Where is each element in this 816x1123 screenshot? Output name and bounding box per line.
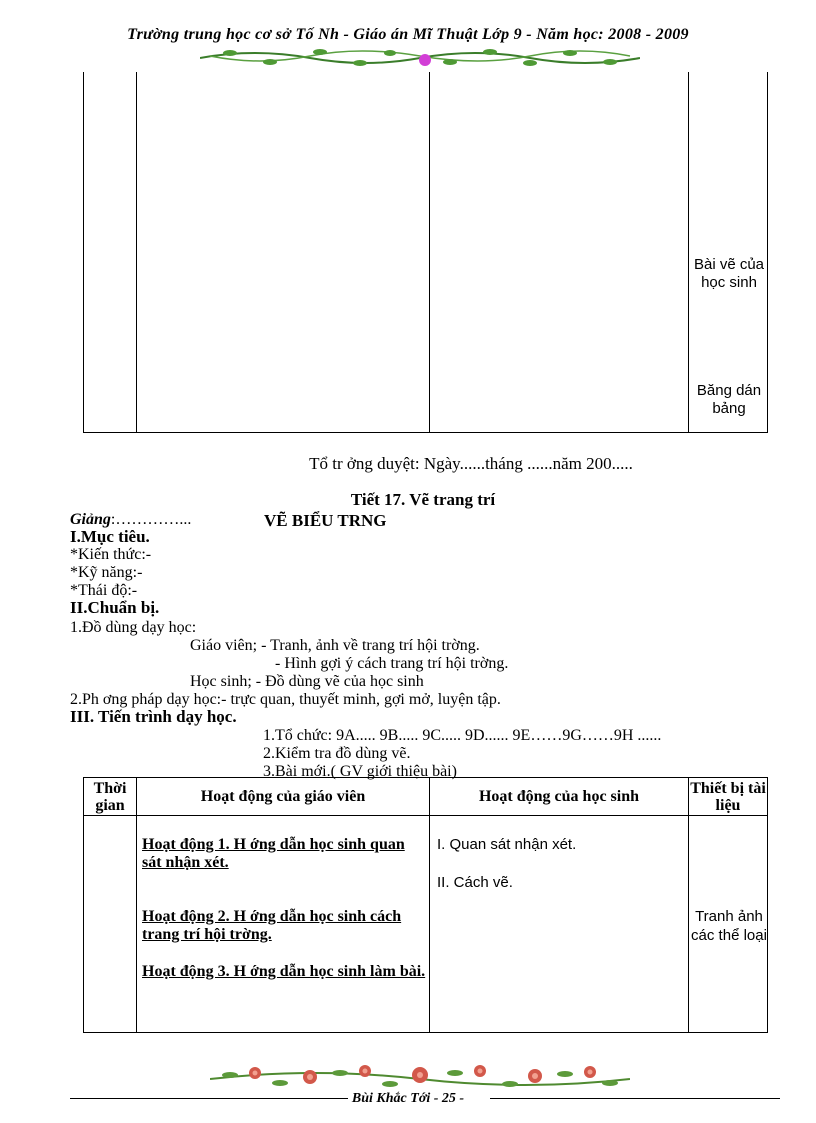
- lesson-subtitle: VẼ BIỂU TRNG: [264, 511, 387, 530]
- knowledge-line: *Kiến thức:-: [70, 546, 152, 563]
- lesson-title: Tiết 17. Vẽ trang trí: [350, 490, 496, 509]
- header-teacher-activity: Hoạt động của giáo viên: [200, 788, 366, 805]
- teacher-activity-2: Hoạt động 2. H ớng dẫn học sinh cách trang trí hội trờng.: [142, 908, 402, 943]
- student-activity-2: II. Cách vẽ.: [437, 874, 513, 891]
- approval-line: Tổ tr ởng duyệt: Ngày......tháng ......năm 200.....: [309, 454, 633, 473]
- section-process: III. Tiến trình dạy học.: [70, 707, 237, 726]
- teacher-materials-2: - Hình gợi ý cách trang trí hội trờng.: [275, 655, 509, 672]
- section-preparation: II.Chuẩn bị.: [70, 598, 160, 617]
- teach-label: Giảng: [70, 511, 111, 528]
- teaching-tools: 1.Đồ dùng dạy học:: [70, 619, 197, 636]
- equipment-student-drawings: Bài vẽ của học sinh: [693, 256, 765, 291]
- organization-line: 1.Tổ chức: 9A..... 9B..... 9C..... 9D...... 9E……9G……9H ......: [263, 727, 662, 744]
- teacher-materials-1: Giáo viên; - Tranh, ảnh về trang trí hội trờng.: [190, 637, 480, 654]
- vine-ornament: [200, 44, 640, 70]
- student-activity-1: I. Quan sát nhận xét.: [437, 836, 577, 853]
- teaching-methods: 2.Ph ơng pháp dạy học:- trực quan, thuyết minh, gợi mở, luyện tập.: [70, 691, 501, 708]
- equipment-tape: Băng dán bảng: [696, 382, 762, 417]
- header-time: Thời gian: [93, 779, 127, 814]
- page-footer: Bùi Khắc Tới - 25 -: [0, 1091, 816, 1107]
- teacher-activity-1: Hoạt động 1. H ớng dẫn học sinh quan sát nhận xét.: [142, 836, 405, 871]
- section-objectives: I.Mục tiêu.: [70, 527, 150, 546]
- header-equipment: Thiết bị tài liệu: [690, 779, 766, 814]
- check-tools-line: 2.Kiểm tra đồ dùng vẽ.: [263, 745, 411, 762]
- new-lesson-line: 3.Bài mới.( GV giới thiệu bài): [263, 763, 457, 780]
- flower-ornament: [210, 1057, 630, 1091]
- student-materials: Học sinh; - Đồ dùng vẽ của học sinh: [190, 673, 424, 690]
- teach-value: :…………...: [110, 511, 192, 528]
- activity-table-continued: [83, 72, 768, 433]
- teacher-activity-3: Hoạt động 3. H ớng dẫn học sinh làm bài.: [142, 963, 426, 980]
- activity-table: [83, 777, 768, 1033]
- skills-line: *Kỹ năng:-: [70, 564, 143, 581]
- header-student-activity: Hoạt động của học sinh: [478, 788, 640, 805]
- page-header: Trường trung học cơ sở Tố Nh - Giáo án Mĩ Thuật Lớp 9 - Năm học: 2008 - 2009: [127, 26, 689, 43]
- equipment-pictures: Tranh ảnh các thể loại: [691, 908, 767, 944]
- attitude-line: *Thái độ:-: [70, 582, 138, 599]
